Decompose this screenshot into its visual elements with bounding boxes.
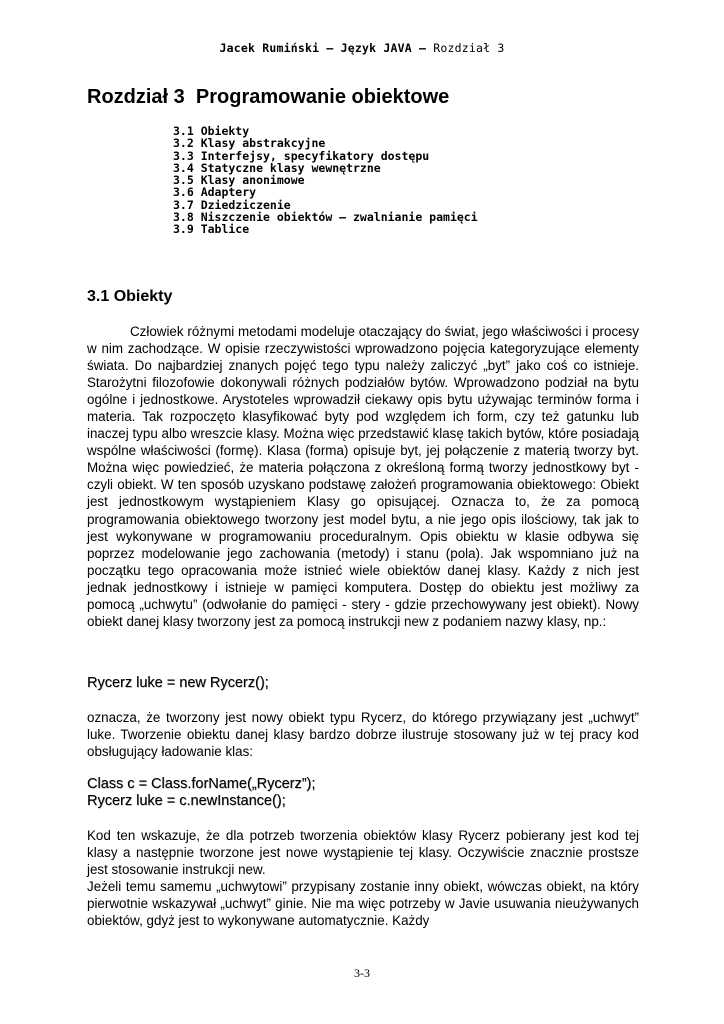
page-number: 3-3 — [354, 966, 370, 980]
header-author: Jacek Rumiński – Język JAVA – — [219, 41, 427, 55]
chapter-title: Rozdział 3 Programowanie obiektowe — [87, 86, 450, 108]
body-paragraph: Kod ten wskazuje, że dla potrzeb tworzenia obiektów klasy Rycerz pobierany jest kod tej klasy a następnie tworzone jest nowe wystąpienie tej klasy. Oczywiście znacznie prostsze jest stosowanie instrukcji new. — [87, 828, 639, 878]
toc-item[interactable]: 3.8 Niszczenie obiektów – zwalnianie pamięci — [173, 210, 478, 225]
code-line: Rycerz luke = new Rycerz(); — [87, 675, 269, 691]
body-paragraph: Jeżeli temu samemu „uchwytowi” przypisany zostanie inny obiekt, wówczas obiekt, na który pierwotnie wskazywał „uchwyt” ginie. Nie ma więc potrzeby w Javie usuwania nieużywanych obiektów, gdyż jest to wykonywane automatycznie. Każdy — [87, 879, 639, 929]
toc-item[interactable]: 3.3 Interfejsy, specyfikatory dostępu — [173, 148, 430, 163]
body-paragraph: oznacza, że tworzony jest nowy obiekt typu Rycerz, do którego przywiązany jest „uchwyt” luke. Tworzenie obiektu danej klasy bardzo dobrze ilustruje stosowany już w tej pracy kod obsługujący ładowanie klas: — [87, 710, 639, 760]
code-line: Rycerz luke = c.newInstance(); — [87, 793, 286, 809]
toc-item[interactable]: 3.4 Statyczne klasy wewnętrzne — [173, 160, 381, 175]
toc-item[interactable]: 3.9 Tablice — [173, 222, 250, 237]
toc-item[interactable]: 3.6 Adaptery — [173, 185, 257, 200]
table-of-contents — [173, 125, 478, 236]
section-title: 3.1 Obiekty — [87, 288, 173, 305]
toc-item[interactable]: 3.1 Obiekty — [173, 124, 250, 138]
toc-item[interactable]: 3.2 Klasy abstrakcyjne — [173, 136, 326, 151]
running-header — [0, 41, 724, 55]
code-line: Class c = Class.forName(„Rycerz”); — [87, 776, 316, 792]
code-block — [87, 776, 315, 810]
code-block — [87, 675, 269, 692]
toc-item[interactable]: 3.5 Klasy anonimowe — [173, 173, 305, 188]
body-paragraph: Człowiek różnymi metodami modeluje otaczający do świat, jego właściwości i procesy w nim zachodzące. W opisie rzeczywistości wprowadzono pojęcia kategoryzujące elementy świata. Do najbardziej znanych pojęć tego typu należy zaliczyć „byt” jako coś co istnieje. Starożytni filozofowie dokonywali różnych podziałów bytów. Wprowadzono podział na bytu ogólne i jednostkowe. Arystoteles wprowadził ciekawy opis bytu używając terminów forma i materia. Tak rozpoczęto klasyfikować byty pod względem ich form, czy też gatunku lub inaczej typu albo wreszcie klasy. Można więc przedstawić klasę takich bytów, które posiadają wspólne właściwości (formę). Klasa (forma) opisuje byt, jej połączenie z materią tworzy byt. Można więc powiedzieć, że materia połączona z określoną formą tworzy jednostkowy byt - czyli obiekt. W ten sposób uzyskano podstawę założeń programowania obiektowego: Obiekt jest jednostkowym wystąpieniem Klasy go opisującej. Oznacza to, że za pomocą programowania obiektowego tworzony jest model bytu, a nie jego opis ilościowy, tak jak to jest wykonywane w programowaniu proceduralnym. Opis obiektu w klasie odbywa się poprzez modelowanie jego zachowania (metody) i stanu (pola). Jak wspomniano już na początku tego opracowania może istnieć wiele obiektów danej klasy. Każdy z nich jest jednak jednostkowy i istnieje w pamięci komputera. Dostęp do obiektu jest możliwy za pomocą „uchwytu” (odwołanie do pamięci - stery - gdzie przechowywany jest obiekt). Nowy obiekt danej klasy tworzony jest za pomocą instrukcji new z podaniem nazwy klasy, np.: — [87, 324, 639, 629]
toc-item[interactable]: 3.7 Dziedziczenie — [173, 197, 291, 212]
header-chapter: Rozdział 3 — [426, 41, 505, 55]
